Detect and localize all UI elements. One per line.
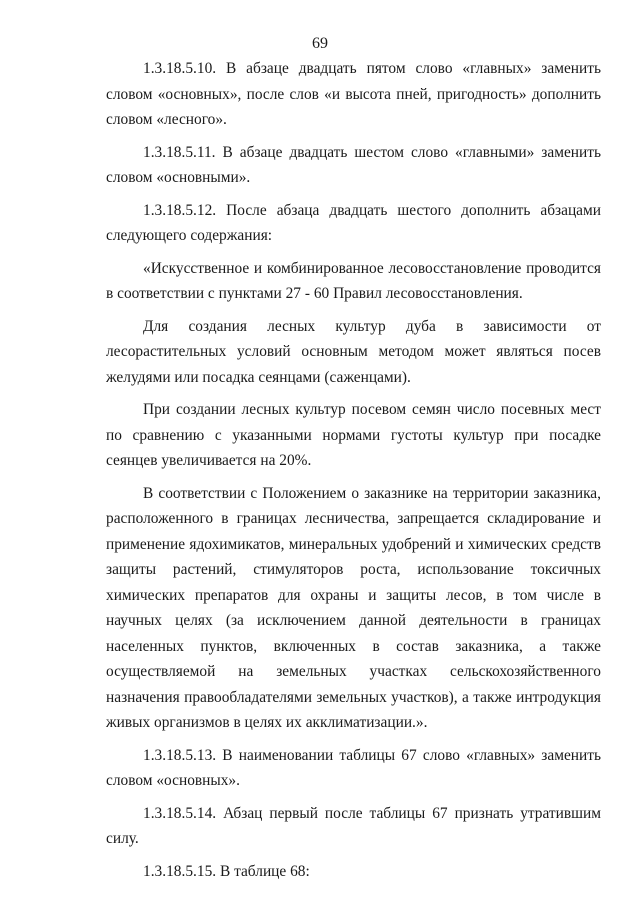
clause-1-3-18-5-14: 1.3.18.5.14. Абзац первый после таблицы 67 признать утратившим силу.	[106, 804, 601, 847]
clause-1-3-18-5-10: 1.3.18.5.10. В абзаце двадцать пятом слово «главных» заменить словом «основных», после слов «и высота пней, пригодность» дополнить словом «лесного».	[106, 60, 601, 128]
clause-1-3-18-5-13: 1.3.18.5.13. В наименовании таблицы 67 слово «главных» заменить словом «основных».	[106, 746, 601, 789]
clause-1-3-18-5-11: 1.3.18.5.11. В абзаце двадцать шестом слово «главными» заменить словом «основными».	[106, 143, 601, 186]
clause-1-3-18-5-15: 1.3.18.5.15. В таблице 68:	[143, 862, 310, 880]
quoted-paragraph-oak-cultures: Для создания лесных культур дуба в зависимости от лесорастительных условий основным методом может являться посев желудями или посадка сеянцами (саженцами).	[106, 317, 601, 386]
page-number: 69	[312, 35, 328, 52]
clause-1-3-18-5-12: 1.3.18.5.12. После абзаца двадцать шестого дополнить абзацами следующего содержания:	[106, 201, 601, 244]
quoted-paragraph-sowing: При создании лесных культур посевом семян число посевных мест по сравнению с указанными нормами густоты культур при посадке сеянцев увеличивается на 20%.	[106, 401, 601, 469]
quoted-paragraph-reserve: В соответствии с Положением о заказнике на территории заказника, расположенного в границах лесничества, запрещается складирование и применение ядохимикатов, минеральных удобрений и химических средств защиты растений, стимуляторов роста, использование токсичных химических препаратов для охраны и защиты лесов, в том числе в научных целях (за исключением данной деятельности в границах населенных пунктов, включенных в состав заказника, а также осуществляемой на земельных участках сельскохозяйственного назначения правообладателями земельных участков), а также интродукция живых организмов в целях их акклиматизации.».	[106, 484, 601, 731]
document-body	[106, 56, 601, 891]
quoted-paragraph-reforestation: «Искусственное и комбинированное лесовосстановление проводится в соответствии с пунктами 27 - 60 Правил лесовосстановления.	[106, 259, 601, 302]
